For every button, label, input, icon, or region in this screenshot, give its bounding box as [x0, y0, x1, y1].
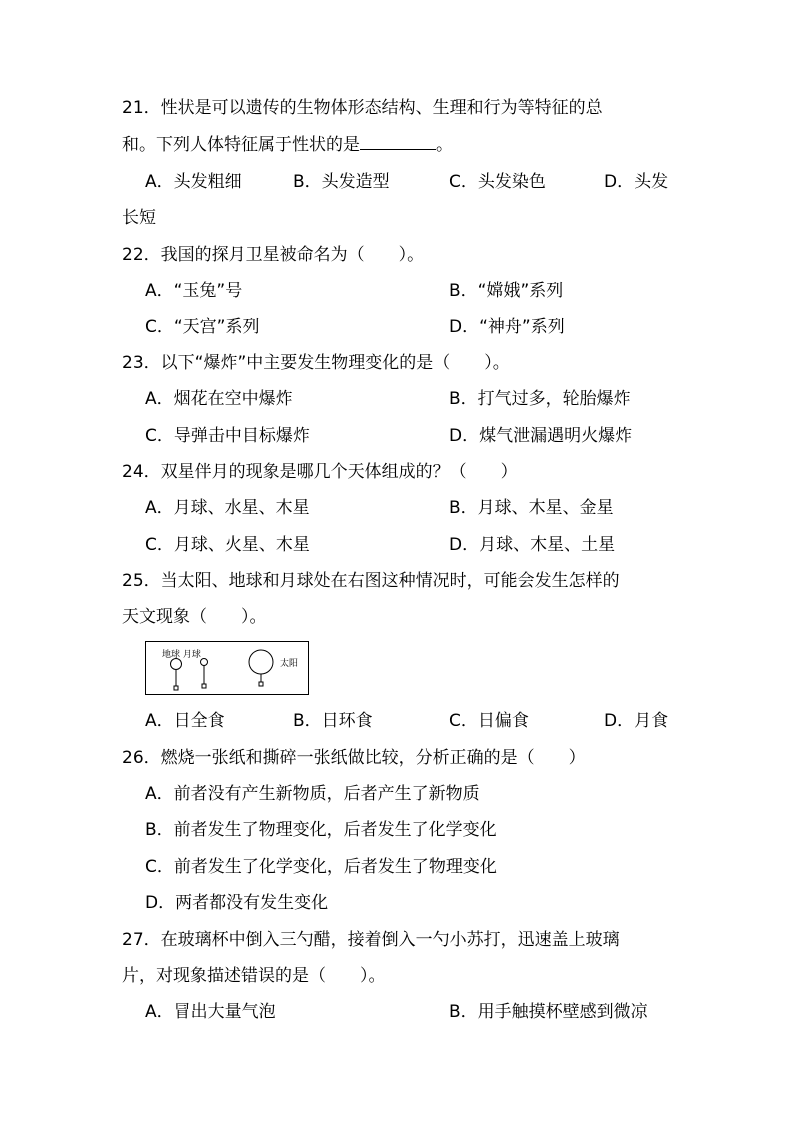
- q25-option-d[interactable]: D．月食: [604, 711, 669, 731]
- q21-option-a[interactable]: A．头发粗细: [145, 172, 242, 192]
- q23-option-d[interactable]: D．煤气泄漏遇明火爆炸: [449, 426, 633, 446]
- moon-circle: [201, 659, 208, 666]
- q24-stem: 24．双星伴月的现象是哪几个天体组成的？（ ）: [122, 462, 518, 482]
- sun-base: [259, 682, 263, 686]
- q27-stem-line1: 27．在玻璃杯中倒入三勺醋，接着倒入一勺小苏打，迅速盖上玻璃: [122, 930, 620, 950]
- q26-stem: 26．燃烧一张纸和撕碎一张纸做比较，分析正确的是（ ）: [122, 748, 586, 768]
- q26-option-d[interactable]: D．两者都没有发生变化: [145, 893, 329, 913]
- q27-option-a[interactable]: A．冒出大量气泡: [145, 1002, 276, 1022]
- q21-stem-line1: 21．性状是可以遗传的生物体形态结构、生理和行为等特征的总: [122, 98, 603, 118]
- q23-stem: 23．以下“爆炸”中主要发生物理变化的是（ ）。: [122, 353, 510, 373]
- q21-option-d[interactable]: D．头发: [604, 172, 669, 192]
- q23-option-a[interactable]: A．烟花在空中爆炸: [145, 389, 293, 409]
- sun-label: 太阳: [280, 659, 299, 669]
- q27-option-b[interactable]: B．用手触摸杯壁感到微凉: [449, 1002, 648, 1022]
- q21-stem-line2-end: 。: [436, 135, 453, 155]
- q25-option-b[interactable]: B．日环食: [293, 711, 373, 731]
- sun-circle: [249, 650, 273, 674]
- q23-option-c[interactable]: C．导弹击中目标爆炸: [145, 426, 310, 446]
- earth-circle: [171, 659, 182, 670]
- q21-stem-line2: [122, 135, 453, 155]
- q21-option-c[interactable]: C．头发染色: [449, 172, 546, 192]
- q22-option-a[interactable]: A．“玉兔”号: [145, 281, 243, 301]
- q25-stem-line1: 25．当太阳、地球和月球处在右图这种情况时，可能会发生怎样的: [122, 571, 620, 591]
- q21-option-b[interactable]: B．头发造型: [293, 172, 390, 192]
- q22-option-b[interactable]: B．“嫦娥”系列: [449, 281, 564, 301]
- sun-earth-moon-diagram: [145, 641, 309, 695]
- q27-stem-line2: 片，对现象描述错误的是（ ）。: [122, 966, 386, 986]
- q21-answer-blank: [360, 135, 436, 150]
- q21-stem-line2-text: 和。下列人体特征属于性状的是: [122, 135, 360, 155]
- q26-option-c[interactable]: C．前者发生了化学变化，后者发生了物理变化: [145, 857, 497, 877]
- q22-stem: 22．我国的探月卫星被命名为（ ）。: [122, 245, 425, 265]
- q24-option-c[interactable]: C．月球、火星、木星: [145, 535, 310, 555]
- q24-option-b[interactable]: B．月球、木星、金星: [449, 498, 614, 518]
- q25-option-a[interactable]: A．日全食: [145, 711, 225, 731]
- q25-option-c[interactable]: C．日偏食: [449, 711, 529, 731]
- q25-stem-line2: 天文现象（ ）。: [122, 607, 267, 627]
- q24-option-a[interactable]: A．月球、水星、木星: [145, 498, 310, 518]
- q23-option-b[interactable]: B．打气过多，轮胎爆炸: [449, 389, 631, 409]
- q21-option-d-overflow: 长短: [122, 208, 156, 228]
- earth-moon-label: 地球 月球: [162, 650, 201, 660]
- q24-option-d[interactable]: D．月球、木星、土星: [449, 535, 616, 555]
- q22-option-d[interactable]: D．“神舟”系列: [449, 317, 565, 337]
- q22-option-c[interactable]: C．“天宫”系列: [145, 317, 260, 337]
- moon-base: [202, 684, 206, 688]
- q26-option-b[interactable]: B．前者发生了物理变化，后者发生了化学变化: [145, 820, 497, 840]
- q26-option-a[interactable]: A．前者没有产生新物质，后者产生了新物质: [145, 784, 480, 804]
- earth-base: [174, 686, 178, 690]
